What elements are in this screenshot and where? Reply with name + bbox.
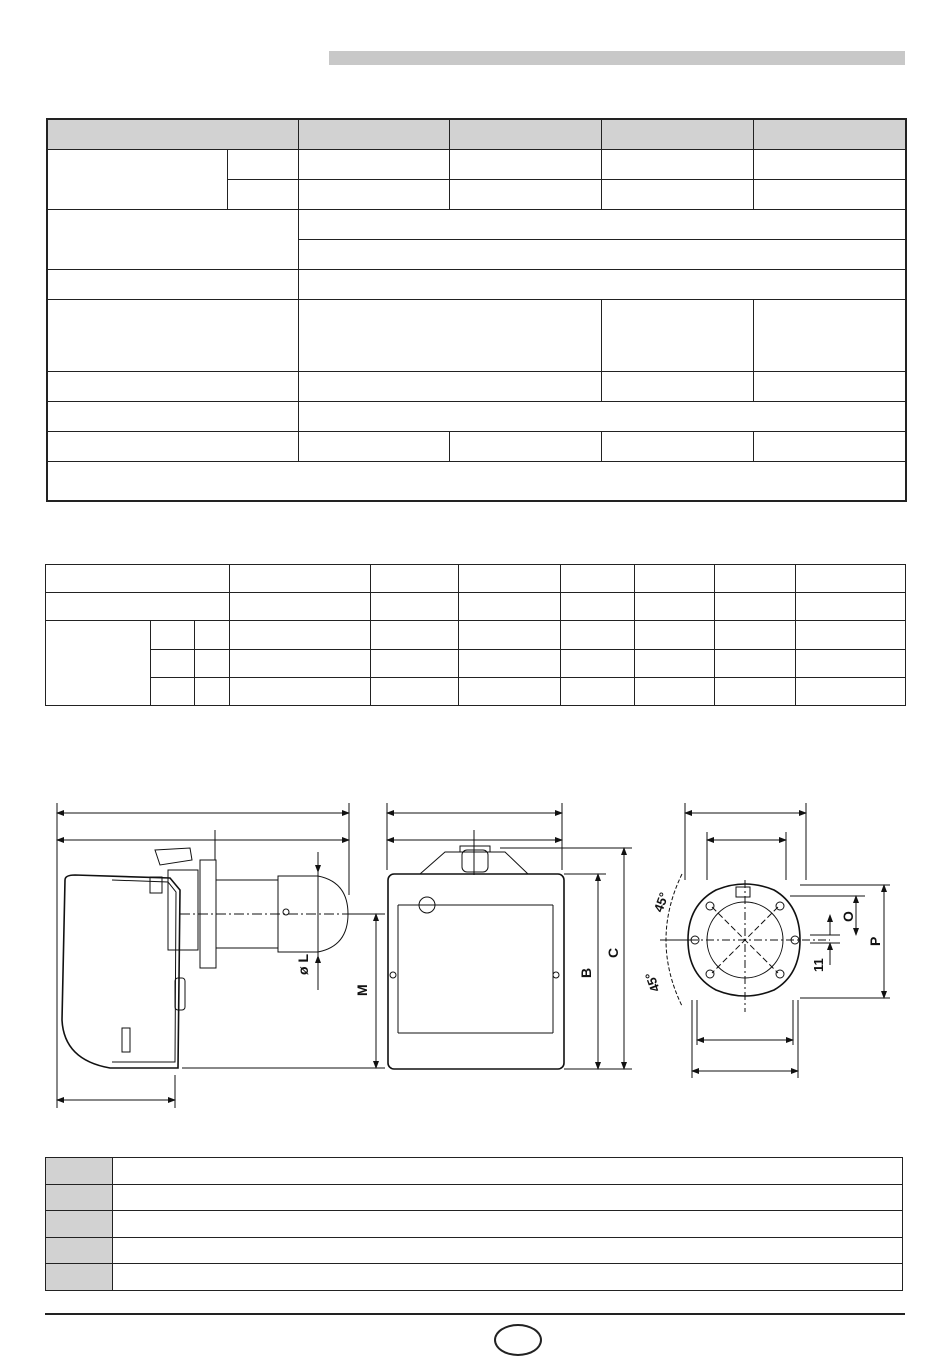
table-cell [715, 565, 796, 593]
table-cell [47, 209, 298, 269]
flange-view [660, 803, 890, 1078]
table-cell [635, 649, 715, 677]
legend-key-cell [46, 1211, 113, 1238]
table-cell [796, 677, 906, 705]
legend-key-cell [46, 1264, 113, 1291]
table-row [46, 593, 906, 621]
legend-table [45, 1157, 903, 1291]
table-cell [298, 371, 601, 401]
table-cell [227, 179, 298, 209]
table-row [46, 1211, 903, 1238]
table-row [47, 431, 906, 461]
table-cell [371, 593, 459, 621]
table-cell [635, 621, 715, 649]
table-cell [459, 677, 561, 705]
table-row [47, 299, 906, 371]
table-cell [601, 431, 753, 461]
section-title-bar [329, 51, 905, 65]
table-cell [195, 621, 230, 649]
header-cell [47, 119, 298, 149]
legend-text-cell [113, 1158, 903, 1185]
legend-key-cell [46, 1184, 113, 1211]
header-cell [753, 119, 906, 149]
table-row [46, 1237, 903, 1264]
table-cell [561, 649, 635, 677]
front-view [387, 803, 632, 1069]
table-cell [635, 593, 715, 621]
table-cell [298, 401, 906, 431]
table-cell [449, 149, 601, 179]
table-cell [47, 401, 298, 431]
page-number-oval [494, 1324, 542, 1356]
dim-label-O: O [840, 911, 856, 922]
table-cell [601, 299, 753, 371]
table-note-cell [47, 461, 906, 501]
table-cell [753, 431, 906, 461]
table-cell [601, 371, 753, 401]
dim-label-L: ø L [295, 954, 311, 975]
table-cell [298, 431, 449, 461]
table-cell [796, 649, 906, 677]
header-cell [449, 119, 601, 149]
table-cell [753, 149, 906, 179]
burner-dimension-drawing [0, 790, 950, 1120]
table-row [46, 565, 906, 593]
table-cell [715, 593, 796, 621]
table-cell [449, 179, 601, 209]
table-cell [715, 677, 796, 705]
table-cell [47, 371, 298, 401]
legend-key-cell [46, 1237, 113, 1264]
table-cell [47, 269, 298, 299]
table-cell [635, 677, 715, 705]
table-cell [298, 239, 906, 269]
table-cell [459, 593, 561, 621]
table-row [47, 269, 906, 299]
table-cell [561, 593, 635, 621]
table-cell [796, 565, 906, 593]
table-cell [151, 649, 195, 677]
table-cell [753, 179, 906, 209]
table-cell [195, 649, 230, 677]
table-cell [47, 299, 298, 371]
table-cell [715, 649, 796, 677]
header-cell [298, 119, 449, 149]
table-cell [561, 677, 635, 705]
table-cell [46, 621, 151, 706]
table-row [46, 1264, 903, 1291]
table-cell [195, 677, 230, 705]
table-cell [371, 677, 459, 705]
table-cell [47, 149, 227, 209]
table-row [47, 401, 906, 431]
dim-label-B: B [578, 967, 594, 978]
side-view [57, 803, 385, 1108]
table-cell [230, 593, 371, 621]
dim-label-11: 11 [811, 958, 826, 972]
legend-text-cell [113, 1264, 903, 1291]
table-cell [298, 179, 449, 209]
table-cell [151, 677, 195, 705]
table-cell [459, 621, 561, 649]
table-row [47, 461, 906, 501]
table-cell [601, 179, 753, 209]
legend-key-cell [46, 1158, 113, 1185]
table-row [47, 209, 906, 239]
table-cell [601, 149, 753, 179]
table-cell [371, 565, 459, 593]
technical-data-table [46, 118, 907, 502]
table-cell [371, 649, 459, 677]
table-cell [753, 371, 906, 401]
table-cell [753, 299, 906, 371]
table-cell [230, 565, 371, 593]
table-row [46, 677, 906, 705]
table-cell [449, 431, 601, 461]
dim-label-P: P [867, 936, 883, 946]
table-cell [561, 621, 635, 649]
legend-text-cell [113, 1237, 903, 1264]
table-cell [47, 431, 298, 461]
table-cell [227, 149, 298, 179]
dimensions-table [45, 564, 906, 706]
legend-text-cell [113, 1211, 903, 1238]
table-cell [796, 593, 906, 621]
footer-rule [45, 1313, 905, 1315]
angle-label-top: 45° [650, 890, 672, 915]
angle-label-bottom: 45° [641, 970, 663, 995]
table-cell [715, 621, 796, 649]
table-cell [298, 269, 906, 299]
table-cell [230, 677, 371, 705]
table-cell [230, 621, 371, 649]
table-cell [459, 565, 561, 593]
table-cell [46, 565, 230, 593]
table-row [46, 621, 906, 649]
table-cell [230, 649, 371, 677]
table-row [46, 1184, 903, 1211]
dim-label-C: C [605, 947, 621, 958]
table-cell [796, 621, 906, 649]
legend-text-cell [113, 1184, 903, 1211]
table-row [46, 1158, 903, 1185]
table-row [46, 649, 906, 677]
table-cell [635, 565, 715, 593]
table-cell [298, 209, 906, 239]
header-cell [601, 119, 753, 149]
table-cell [371, 621, 459, 649]
table-row [47, 371, 906, 401]
table-cell [561, 565, 635, 593]
table-row [47, 149, 906, 179]
table-cell [298, 299, 601, 371]
table-cell [46, 593, 230, 621]
dim-label-M: M [354, 984, 370, 996]
table-cell [151, 621, 195, 649]
table-cell [298, 149, 449, 179]
table-row [47, 119, 906, 149]
table-cell [459, 649, 561, 677]
